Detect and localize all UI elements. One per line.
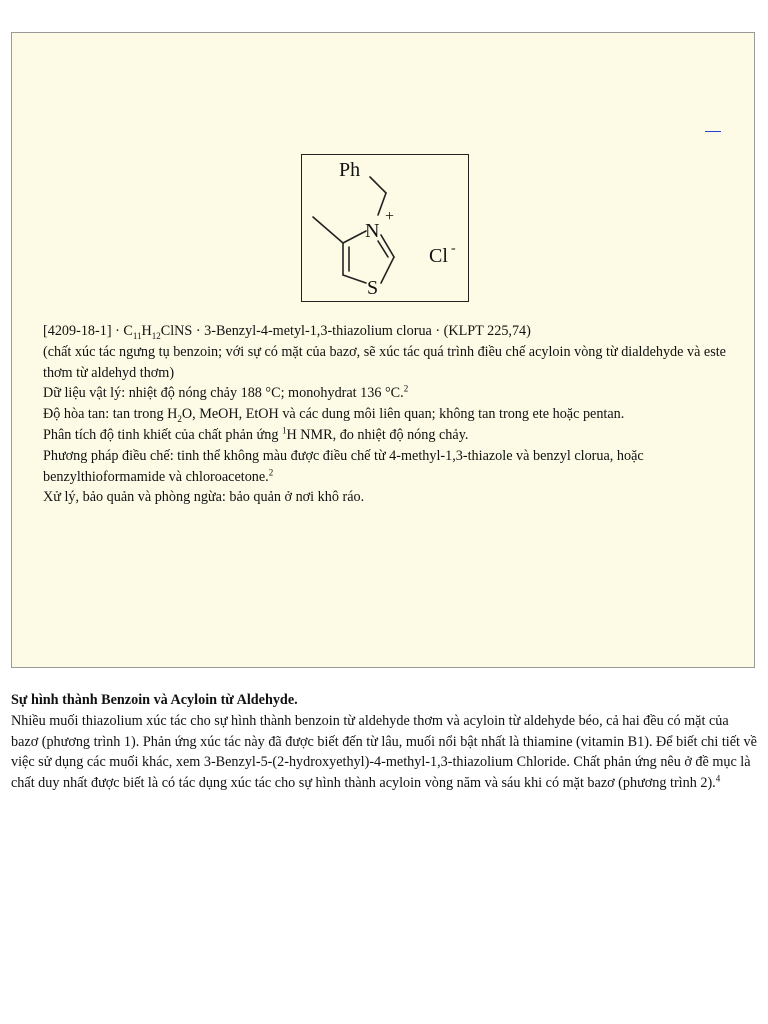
chemical-structure	[301, 154, 469, 302]
section-body: Nhiều muối thiazolium xúc tác cho sự hình thành benzoin từ aldehyde thơm và acyloin từ aldehyde béo, cả hai đều có mặt của bazơ (phương trình 1). Phản ứng xúc tác này đã được biết đến từ lâu, muối nổi bật nhất là thiamine (vitamin B1). Để biết chi tiết về việc sử dụng các muối khác, xem 3-Benzyl-5-(2-hydroxyethyl)-4-methyl-1,3-thiazolium Chloride. Chất phản ứng nêu ở đề mục là chất duy nhất được biết là có tác dụng xúc tác cho sự hình thành acyloin vòng năm và sáu khi có mặt bazơ (phương trình 2).$^4$	[11, 712, 757, 792]
purity-analysis: Phân tích độ tinh khiết của chất phản ứng $^1$H NMR, đo nhiệt độ nóng chảy.	[43, 425, 469, 443]
section-heading: Sự hình thành Benzoin và Acyloin từ Aldehyde.	[11, 692, 298, 708]
bond-c4-methyl	[313, 217, 343, 243]
structure-drawing	[302, 155, 468, 301]
bond-s-c2	[381, 257, 394, 283]
nitrogen-label: N	[365, 220, 380, 242]
compound-usage: (chất xúc tác ngưng tụ benzoin; với sự có mặt của bazơ, sẽ xúc tác quá trình điều chế acyloin vòng từ dialdehyde và este thơm từ aldehyd thơm)	[43, 343, 726, 381]
sulfur-label: S	[367, 277, 379, 299]
corner-link[interactable]	[705, 131, 721, 132]
bond-c5-s	[343, 275, 366, 283]
benzoin-acyloin-section	[11, 690, 757, 794]
bond-ph-ch2	[370, 177, 386, 193]
bond-c2-n	[381, 235, 394, 257]
ph-label: Ph	[339, 159, 361, 181]
reagent-info-card	[11, 32, 755, 668]
physical-data: Dữ liệu vật lý: nhiệt độ nóng chảy 188 °C; monohydrat 136 °C.$^2$	[43, 383, 409, 402]
chloride-label: Cl	[429, 245, 448, 267]
plus-charge-label: +	[385, 208, 395, 225]
compound-header: $[4209-18-1] \cdot C_{11}H_{12}ClNS$ · 3-Benzyl-4-metyl-1,3-thiazolium clorua · (KLPT 225,74)	[43, 323, 531, 341]
solubility: Độ hòa tan: tan trong $H_2O$, MeOH, EtOH và các dung môi liên quan; không tan trong ete hoặc pentan.	[43, 406, 625, 425]
reference-marker: 2	[268, 466, 274, 477]
preparation-method: Phương pháp điều chế: tinh thể không màu được điều chế từ 4-methyl-1,3-thiazole và benzyl clorua, hoặc benzylthioformamide và chloroacetone.$^2$	[43, 447, 644, 485]
compound-details	[43, 321, 733, 508]
bond-n-c4	[343, 231, 366, 243]
reference-marker: 2	[403, 383, 409, 394]
handling-storage: Xử lý, bảo quản và phòng ngừa: bảo quản ở nơi khô ráo.	[43, 489, 365, 506]
minus-charge-label: -	[451, 241, 456, 256]
reference-marker: 4	[715, 773, 721, 784]
